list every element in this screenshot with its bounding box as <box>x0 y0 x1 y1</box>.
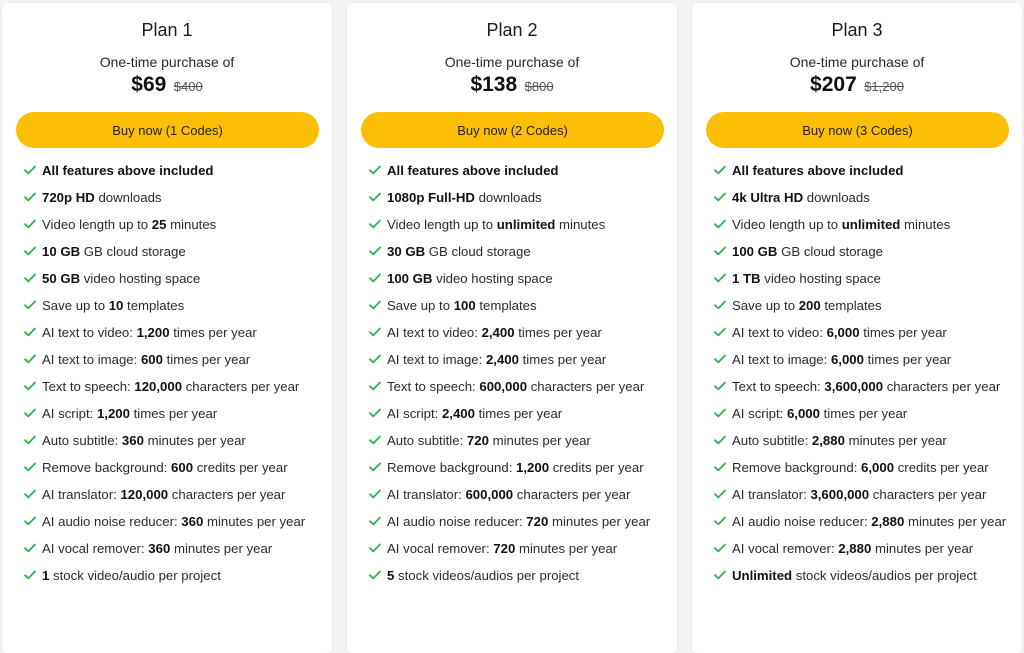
feature-value: 2,400 <box>441 406 475 421</box>
check-icon <box>714 165 726 175</box>
feature-value: 3,600,000 <box>824 379 884 394</box>
check-icon <box>714 462 726 472</box>
feature-item <box>369 295 667 316</box>
feature-text: times per year <box>863 352 952 367</box>
feature-item <box>714 511 1012 532</box>
feature-value: 360 <box>121 433 144 448</box>
feature-value: 720p HD <box>42 190 95 205</box>
feature-item <box>714 430 1012 451</box>
check-icon <box>369 408 381 418</box>
feature-text: AI translator: <box>732 487 811 502</box>
feature-text: credits per year <box>549 460 644 475</box>
price-row <box>692 73 1022 97</box>
feature-text: credits per year <box>894 460 989 475</box>
feature-item <box>714 295 1012 316</box>
feature-value: 120,000 <box>134 379 183 394</box>
feature-text: characters per year <box>869 487 987 502</box>
feature-item <box>369 403 667 424</box>
feature-item <box>24 295 322 316</box>
feature-item <box>714 376 1012 397</box>
feature-value: 360 <box>148 541 171 556</box>
feature-text: video hosting space <box>760 271 881 286</box>
feature-item <box>714 160 1012 181</box>
feature-text: characters per year <box>883 379 1001 394</box>
feature-text: Text to speech: <box>732 379 825 394</box>
feature-item <box>24 403 322 424</box>
feature-text: minutes per year <box>548 514 651 529</box>
feature-value: 1,200 <box>516 460 550 475</box>
feature-text: times per year <box>162 352 251 367</box>
buy-now-button[interactable]: Buy now (1 Codes) <box>16 112 319 148</box>
feature-text: times per year <box>859 325 947 340</box>
feature-item <box>714 214 1012 235</box>
feature-text: stock videos/audios per project <box>792 568 977 583</box>
feature-text: times per year <box>474 406 563 421</box>
feature-text: GB cloud storage <box>80 244 186 259</box>
feature-text: Save up to <box>387 298 454 313</box>
feature-text: minutes per year <box>844 433 947 448</box>
feature-text: downloads <box>94 190 162 205</box>
check-icon <box>24 327 36 337</box>
feature-value: All features above included <box>42 163 214 178</box>
feature-list <box>24 160 322 592</box>
feature-text: characters per year <box>168 487 286 502</box>
feature-text: Auto subtitle: <box>732 433 812 448</box>
feature-item <box>24 268 322 289</box>
feature-text: characters per year <box>182 379 300 394</box>
check-icon <box>24 408 36 418</box>
feature-value: 10 GB <box>42 244 81 259</box>
feature-item <box>369 565 667 586</box>
feature-value: 200 <box>798 298 821 313</box>
feature-text: Video length up to <box>387 217 497 232</box>
feature-text: AI script: <box>387 406 442 421</box>
feature-text: times per year <box>129 406 218 421</box>
feature-value: unlimited <box>496 217 556 232</box>
feature-text: times per year <box>819 406 908 421</box>
feature-text: Save up to <box>42 298 109 313</box>
plan-card-2 <box>347 3 677 653</box>
feature-text: AI translator: <box>42 487 121 502</box>
feature-item <box>714 241 1012 262</box>
check-icon <box>24 246 36 256</box>
feature-text: Auto subtitle: <box>42 433 122 448</box>
feature-item <box>24 349 322 370</box>
feature-text: GB cloud storage <box>425 244 531 259</box>
feature-value: 720 <box>526 514 549 529</box>
feature-item <box>24 160 322 181</box>
feature-item <box>369 322 667 343</box>
feature-value: 2,400 <box>485 352 519 367</box>
check-icon <box>714 246 726 256</box>
check-icon <box>714 192 726 202</box>
feature-item <box>714 457 1012 478</box>
feature-text: times per year <box>518 352 607 367</box>
feature-text: templates <box>123 298 185 313</box>
feature-value: 2,880 <box>871 514 905 529</box>
check-icon <box>369 489 381 499</box>
check-icon <box>24 354 36 364</box>
feature-value: 100 GB <box>732 244 778 259</box>
check-icon <box>369 246 381 256</box>
feature-item <box>24 430 322 451</box>
original-price: $800 <box>524 79 554 94</box>
feature-value: 50 GB <box>42 271 81 286</box>
check-icon <box>24 165 36 175</box>
check-icon <box>714 435 726 445</box>
feature-value: 25 <box>151 217 167 232</box>
feature-text: characters per year <box>527 379 645 394</box>
feature-text: AI vocal remover: <box>732 541 839 556</box>
feature-text: Remove background: <box>387 460 517 475</box>
feature-text: Remove background: <box>732 460 862 475</box>
check-icon <box>369 354 381 364</box>
check-icon <box>24 300 36 310</box>
check-icon <box>714 516 726 526</box>
feature-text: AI audio noise reducer: <box>732 514 872 529</box>
feature-list <box>714 160 1012 592</box>
check-icon <box>714 327 726 337</box>
check-icon <box>714 408 726 418</box>
feature-value: 600,000 <box>479 379 528 394</box>
check-icon <box>714 273 726 283</box>
check-icon <box>714 543 726 553</box>
plan-title: Plan 3 <box>831 20 883 40</box>
feature-item <box>714 538 1012 559</box>
check-icon <box>714 381 726 391</box>
feature-text: AI translator: <box>387 487 466 502</box>
feature-text: minutes <box>900 217 951 232</box>
feature-text: Auto subtitle: <box>387 433 467 448</box>
check-icon <box>714 219 726 229</box>
check-icon <box>369 381 381 391</box>
feature-item <box>714 484 1012 505</box>
feature-list <box>369 160 667 592</box>
feature-text: Text to speech: <box>387 379 480 394</box>
feature-text: minutes per year <box>143 433 246 448</box>
check-icon <box>24 192 36 202</box>
feature-item <box>714 349 1012 370</box>
feature-text: AI text to image: <box>387 352 486 367</box>
feature-item <box>714 268 1012 289</box>
feature-item <box>24 214 322 235</box>
feature-value: 120,000 <box>120 487 169 502</box>
feature-value: 360 <box>181 514 204 529</box>
purchase-label: One-time purchase of <box>99 54 235 70</box>
check-icon <box>369 300 381 310</box>
feature-text: times per year <box>169 325 257 340</box>
feature-value: 100 GB <box>387 271 433 286</box>
feature-value: 6,000 <box>861 460 895 475</box>
check-icon <box>24 516 36 526</box>
feature-text: AI vocal remover: <box>387 541 494 556</box>
feature-item <box>24 322 322 343</box>
feature-text: AI text to video: <box>42 325 137 340</box>
feature-text: Remove background: <box>42 460 172 475</box>
feature-text: AI audio noise reducer: <box>42 514 182 529</box>
plan-title: Plan 2 <box>486 20 538 40</box>
feature-text: AI script: <box>732 406 787 421</box>
feature-value: 2,880 <box>838 541 872 556</box>
feature-text: Text to speech: <box>42 379 135 394</box>
feature-text: GB cloud storage <box>777 244 884 259</box>
check-icon <box>369 570 381 580</box>
feature-text: minutes per year <box>871 541 974 556</box>
check-icon <box>714 300 726 310</box>
feature-value: Unlimited <box>732 568 793 583</box>
plan-card-1 <box>2 3 332 653</box>
check-icon <box>369 273 381 283</box>
feature-text: templates <box>820 298 882 313</box>
feature-value: 1080p Full-HD <box>387 190 475 205</box>
feature-item <box>24 511 322 532</box>
check-icon <box>714 570 726 580</box>
feature-text: minutes per year <box>488 433 591 448</box>
feature-value: 1 TB <box>732 271 761 286</box>
feature-text: video hosting space <box>432 271 553 286</box>
check-icon <box>714 489 726 499</box>
check-icon <box>369 165 381 175</box>
check-icon <box>369 219 381 229</box>
feature-value: 1,200 <box>96 406 130 421</box>
check-icon <box>24 273 36 283</box>
feature-item <box>369 538 667 559</box>
feature-item <box>24 187 322 208</box>
feature-text: minutes <box>555 217 606 232</box>
feature-value: 4k Ultra HD <box>732 190 804 205</box>
check-icon <box>24 570 36 580</box>
feature-text: AI text to video: <box>732 325 827 340</box>
check-icon <box>24 489 36 499</box>
feature-item <box>24 484 322 505</box>
check-icon <box>24 381 36 391</box>
check-icon <box>24 435 36 445</box>
feature-value: 600 <box>140 352 163 367</box>
feature-item <box>714 403 1012 424</box>
feature-item <box>369 241 667 262</box>
feature-value: 30 GB <box>387 244 426 259</box>
purchase-label: One-time purchase of <box>444 54 580 70</box>
feature-text: characters per year <box>513 487 631 502</box>
check-icon <box>24 462 36 472</box>
purchase-label: One-time purchase of <box>789 54 925 70</box>
feature-text: downloads <box>803 190 870 205</box>
feature-value: unlimited <box>841 217 901 232</box>
feature-text: credits per year <box>193 460 288 475</box>
feature-item <box>369 511 667 532</box>
feature-item <box>714 187 1012 208</box>
feature-value: 1,200 <box>136 325 170 340</box>
check-icon <box>369 435 381 445</box>
feature-text: minutes per year <box>904 514 1007 529</box>
feature-value: 600 <box>171 460 194 475</box>
check-icon <box>369 462 381 472</box>
feature-item <box>369 484 667 505</box>
price-row <box>2 73 332 97</box>
feature-text: Video length up to <box>42 217 152 232</box>
feature-item <box>369 457 667 478</box>
feature-value: 3,600,000 <box>810 487 870 502</box>
feature-text: times per year <box>514 325 602 340</box>
feature-value: All features above included <box>387 163 559 178</box>
feature-value: 100 <box>453 298 476 313</box>
feature-item <box>369 430 667 451</box>
feature-text: stock videos/audios per project <box>394 568 580 583</box>
buy-now-button[interactable]: Buy now (2 Codes) <box>361 112 664 148</box>
feature-text: Save up to <box>732 298 799 313</box>
price: $207 <box>810 73 857 96</box>
feature-value: 10 <box>108 298 124 313</box>
feature-item <box>369 187 667 208</box>
feature-text: minutes per year <box>515 541 618 556</box>
feature-text: AI text to image: <box>732 352 831 367</box>
price: $69 <box>131 73 167 96</box>
feature-value: 1 <box>42 568 50 583</box>
feature-item <box>369 160 667 181</box>
price-row <box>347 73 677 97</box>
feature-item <box>714 322 1012 343</box>
buy-now-button[interactable]: Buy now (3 Codes) <box>706 112 1009 148</box>
feature-item <box>24 241 322 262</box>
check-icon <box>369 327 381 337</box>
feature-value: 6,000 <box>830 352 864 367</box>
feature-value: 720 <box>466 433 489 448</box>
check-icon <box>369 516 381 526</box>
feature-text: AI audio noise reducer: <box>387 514 527 529</box>
feature-value: 6,000 <box>826 325 860 340</box>
plan-card-3 <box>692 3 1022 653</box>
check-icon <box>24 219 36 229</box>
feature-value: 6,000 <box>786 406 820 421</box>
check-icon <box>24 543 36 553</box>
feature-value: 600,000 <box>465 487 514 502</box>
feature-item <box>24 457 322 478</box>
check-icon <box>369 543 381 553</box>
feature-item <box>24 538 322 559</box>
feature-item <box>369 349 667 370</box>
feature-value: 2,400 <box>481 325 515 340</box>
feature-item <box>369 268 667 289</box>
feature-item <box>369 214 667 235</box>
plan-title: Plan 1 <box>141 20 193 40</box>
feature-text: video hosting space <box>80 271 201 286</box>
feature-value: 5 <box>387 568 395 583</box>
original-price: $400 <box>173 79 203 94</box>
feature-item <box>24 376 322 397</box>
check-icon <box>714 354 726 364</box>
feature-text: minutes <box>166 217 217 232</box>
feature-value: 2,880 <box>811 433 845 448</box>
feature-text: stock video/audio per project <box>49 568 221 583</box>
feature-text: minutes per year <box>203 514 306 529</box>
feature-text: downloads <box>474 190 542 205</box>
price: $138 <box>470 73 518 96</box>
feature-text: templates <box>475 298 537 313</box>
feature-item <box>714 565 1012 586</box>
feature-text: minutes per year <box>170 541 273 556</box>
feature-text: AI text to image: <box>42 352 141 367</box>
original-price: $1,200 <box>864 79 904 94</box>
feature-text: AI script: <box>42 406 97 421</box>
check-icon <box>369 192 381 202</box>
feature-value: 720 <box>493 541 516 556</box>
feature-item <box>369 376 667 397</box>
feature-text: Video length up to <box>732 217 842 232</box>
feature-text: AI text to video: <box>387 325 482 340</box>
feature-value: All features above included <box>732 163 904 178</box>
feature-item <box>24 565 322 586</box>
feature-text: AI vocal remover: <box>42 541 149 556</box>
